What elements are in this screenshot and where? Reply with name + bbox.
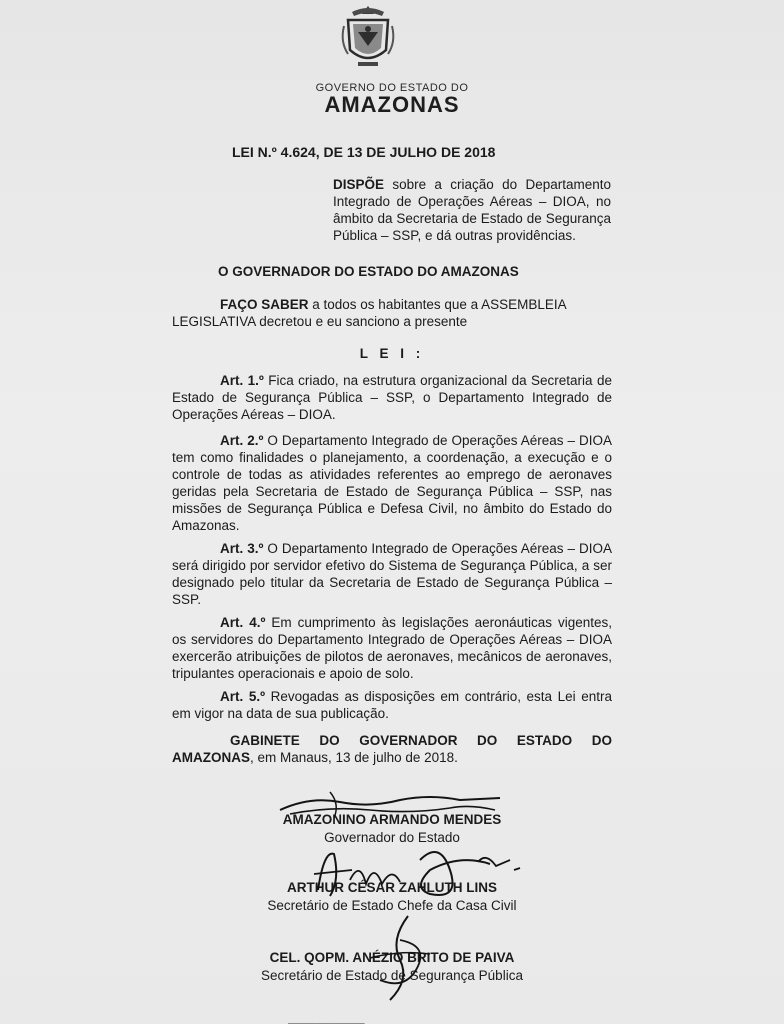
article-2 [172, 432, 612, 534]
state-coat-of-arms-icon [338, 2, 398, 72]
article-3 [172, 540, 612, 608]
article-text: Revogadas as disposições em contrário, esta Lei entra em vigor na data de sua publicação. [172, 689, 612, 721]
cropped-text-line: ──────── [288, 1016, 365, 1024]
lei-heading: L E I : [359, 346, 425, 361]
article-label: Art. 4.º [220, 615, 266, 630]
article-5 [172, 688, 612, 722]
signatory-name-governor: AMAZONINO ARMANDO MENDES [282, 812, 502, 827]
closing-clause [172, 732, 612, 766]
signatory-role-governor: Governador do Estado [324, 830, 460, 845]
closing-text: , em Manaus, 13 de julho de 2018. [250, 750, 458, 765]
article-text: Em cumprimento às legislações aeronáuticas vigentes, os servidores do Departamento Integrado de Operações Aéreas – DIOA exercerão atribuições de pilotos de aeronaves, mecânicos de aeronaves, tripulantes operacionais e apoio de solo. [172, 615, 612, 681]
article-label: Art. 3.º [220, 541, 264, 556]
enactment-lead: FAÇO SABER [220, 297, 309, 312]
signatory-role-casa-civil: Secretário de Estado Chefe da Casa Civil [267, 898, 517, 913]
article-text: O Departamento Integrado de Operações Aéreas – DIOA será dirigido por servidor efetivo do Sistema de Segurança Pública, a ser designado pelo titular da Secretaria de Estado de Segurança Pública – SSP. [172, 541, 612, 607]
enactment-clause [172, 296, 612, 330]
signatory-name-casa-civil: ARTHUR CÉSAR ZAHLUTH LINS [287, 880, 497, 895]
article-label: Art. 5.º [220, 689, 266, 704]
government-label: GOVERNO DO ESTADO DO [315, 82, 469, 94]
law-title: LEI N.º 4.624, DE 13 DE JULHO DE 2018 [232, 144, 496, 160]
law-summary-lead: DISPÕE [333, 177, 385, 192]
article-text: O Departamento Integrado de Operações Aéreas – DIOA tem como finalidades o planejamento, a coordenação, a execução e o controle de todas as atividades referentes ao emprego de aeronaves geridas pela Secretaria de Estado de Segurança Pública – SSP, nas missões de Segurança Pública e Defesa Civil, no âmbito do Estado do Amazonas. [172, 433, 612, 533]
article-1 [172, 372, 612, 423]
article-text: Fica criado, na estrutura organizacional da Secretaria de Estado de Segurança Pública – SSP, o Departamento Integrado de Operações Aéreas – DIOA. [172, 373, 612, 422]
law-summary [333, 176, 611, 244]
article-4 [172, 614, 612, 682]
article-label: Art. 2.º [220, 433, 264, 448]
closing-lead: GABINETE DO GOVERNADOR DO ESTADO DO AMAZONAS [172, 733, 612, 765]
enactment-text: a todos os habitantes que a ASSEMBLEIA LEGISLATIVA decretou e eu sanciono a presente [172, 297, 566, 329]
signatory-name-security: CEL. QOPM. ANÉZIO BRITO DE PAIVA [269, 950, 515, 965]
signatory-role-security: Secretário de Estado de Segurança Pública [261, 968, 523, 983]
governor-heading: O GOVERNADOR DO ESTADO DO AMAZONAS [218, 264, 519, 279]
law-summary-text: sobre a criação do Departamento Integrado de Operações Aéreas – DIOA, no âmbito da Secretaria de Estado de Segurança Pública – SSP, e dá outras providências. [333, 177, 611, 243]
state-name: AMAZONAS [324, 92, 460, 117]
article-label: Art. 1.º [220, 373, 264, 388]
